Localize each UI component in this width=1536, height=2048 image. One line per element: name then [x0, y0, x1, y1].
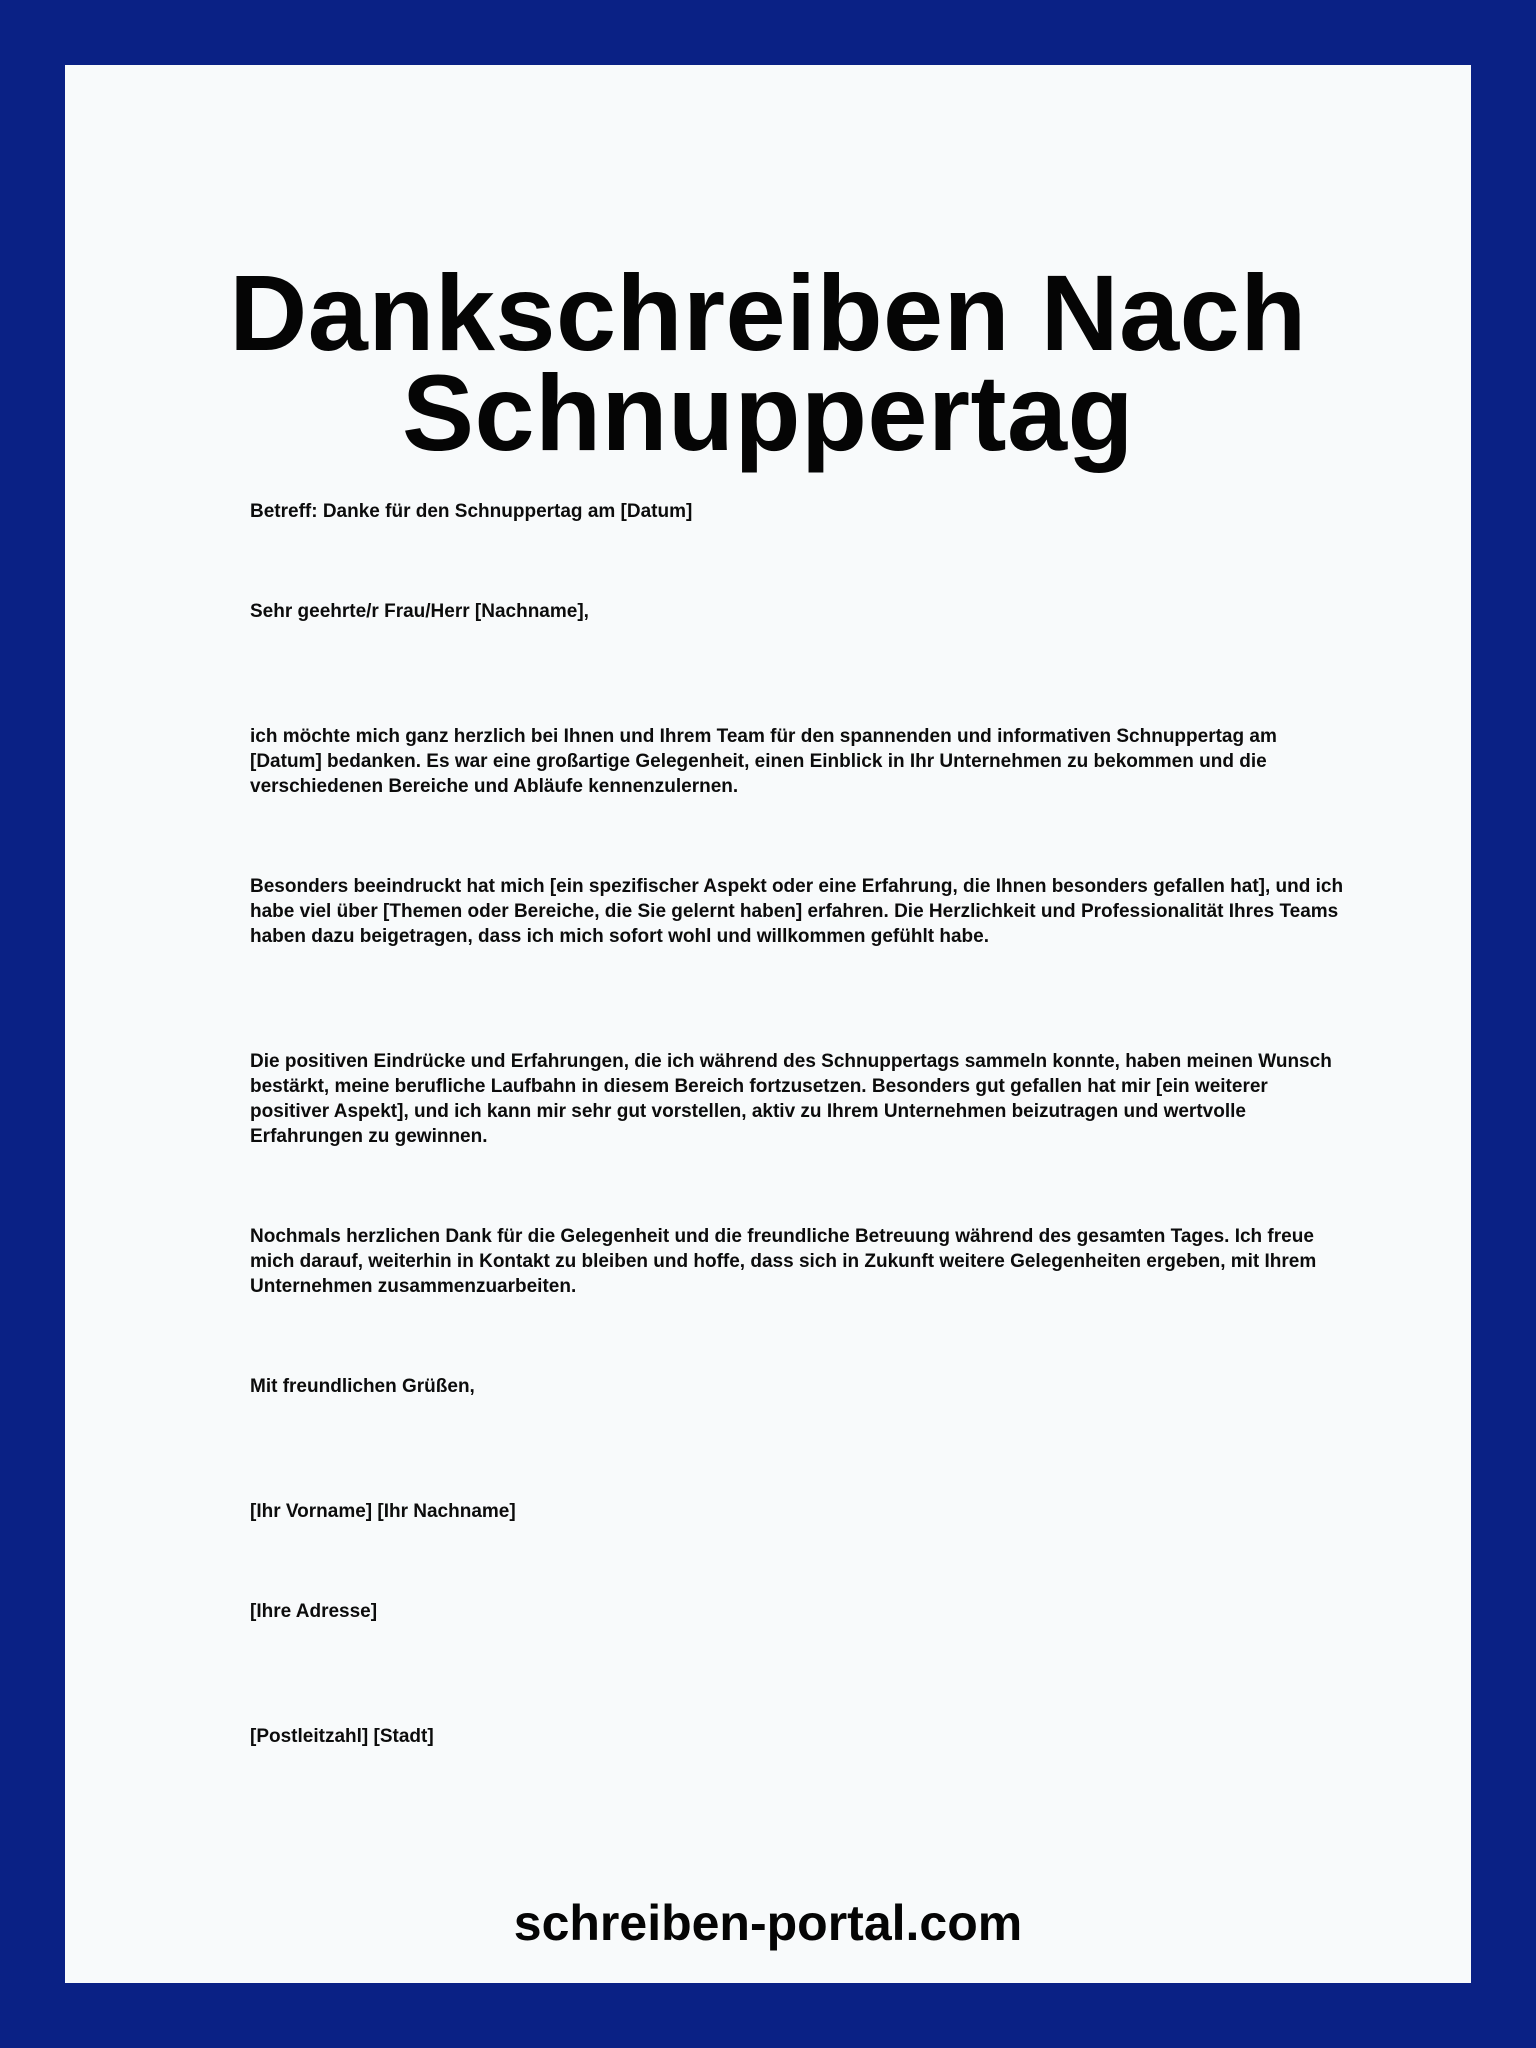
sender-address: [Ihre Adresse] — [250, 1601, 378, 1622]
title-line-1: Dankschreiben Nach — [229, 252, 1307, 373]
letter-page — [65, 65, 1471, 1983]
paragraph-1: ich möchte mich ganz herzlich bei Ihnen und Ihrem Team für den spannenden und informativen Schnuppertag am [Datum] bedanken. Es war eine großartige Gelegenheit, einen Einblick in Ihr Unternehmen zu bekommen und die verschiedenen Bereiche und Abläufe kennenzulernen. — [250, 726, 1277, 797]
paragraph-2: Besonders beeindruckt hat mich [ein spezifischer Aspekt oder eine Erfahrung, die Ihnen besonders gefallen hat], und ich habe viel über [Themen oder Bereiche, die Sie gelernt haben] erfahren. Die Herzlichkeit und Professionalität Ihres Teams haben dazu beigetragen, dass ich mich sofort wohl und willkommen gefühlt habe. — [250, 876, 1344, 947]
paragraph-3: Die positiven Eindrücke und Erfahrungen, die ich während des Schnuppertags sammeln konnte, haben meinen Wunsch bestärkt, meine berufliche Laufbahn in diesem Bereich fortzusetzen. Besonders gut gefallen hat mir [ein weiterer positiver Aspekt], und ich kann mir sehr gut vorstellen, aktiv zu Ihrem Unternehmen beizutragen und wertvolle Erfahrungen zu gewinnen. — [250, 1051, 1332, 1147]
page-title — [65, 252, 1471, 473]
salutation: Sehr geehrte/r Frau/Herr [Nachname], — [250, 601, 589, 622]
sender-city: [Postleitzahl] [Stadt] — [250, 1726, 434, 1747]
sender-name: [Ihr Vorname] [Ihr Nachname] — [250, 1501, 516, 1522]
title-line-2: Schnuppertag — [401, 352, 1135, 473]
footer-site: schreiben-portal.com — [513, 1895, 1023, 1951]
closing: Mit freundlichen Grüßen, — [250, 1376, 475, 1397]
subject-line: Betreff: Danke für den Schnuppertag am [Datum] — [250, 501, 693, 522]
paragraph-4: Nochmals herzlichen Dank für die Gelegenheit und die freundliche Betreuung während des gesamten Tages. Ich freue mich darauf, weiterhin in Kontakt zu bleiben und hoffe, dass sich in Zukunft weitere Gelegenheiten ergeben, mit Ihrem Unternehmen zusammenzuarbeiten. — [250, 1226, 1317, 1297]
